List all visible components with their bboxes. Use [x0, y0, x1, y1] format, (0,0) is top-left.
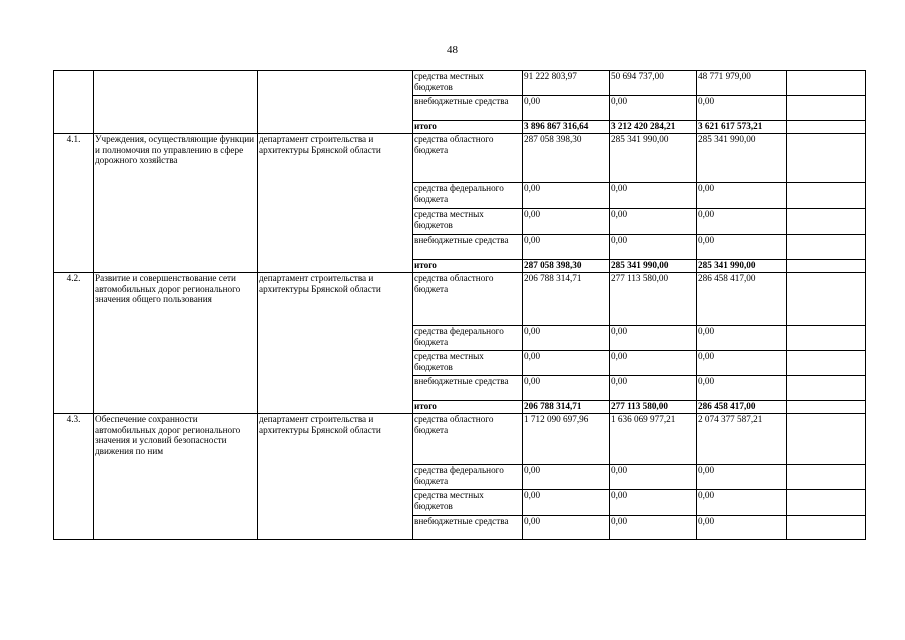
table-row — [54, 71, 866, 96]
amount-cell: 2 074 377 587,21 — [697, 414, 787, 465]
amount-cell: 285 341 990,00 — [697, 134, 787, 183]
total-amount: 3 621 617 573,21 — [697, 121, 787, 134]
total-amount: 287 058 398,30 — [523, 260, 610, 273]
amount-cell: 0,00 — [697, 465, 787, 490]
amount-cell: 0,00 — [610, 516, 697, 540]
amount-cell: 0,00 — [523, 209, 610, 235]
amount-cell: 0,00 — [523, 465, 610, 490]
item-number: 4.3. — [54, 414, 94, 540]
source-cell: внебюджетные средства — [413, 516, 523, 540]
empty-cell — [787, 209, 866, 235]
empty-cell — [787, 235, 866, 260]
total-label: итого — [413, 260, 523, 273]
amount-cell: 48 771 979,00 — [697, 71, 787, 96]
empty-cell — [787, 490, 866, 516]
source-cell: внебюджетные средства — [413, 235, 523, 260]
item-name: Развитие и совершенствование сети автомобильных дорог регионального значения общего пользования — [94, 273, 258, 414]
empty-cell — [787, 351, 866, 376]
source-cell: внебюджетные средства — [413, 376, 523, 401]
empty-cell — [787, 96, 866, 121]
source-cell: внебюджетные средства — [413, 96, 523, 121]
amount-cell: 91 222 803,97 — [523, 71, 610, 96]
amount-cell: 0,00 — [610, 235, 697, 260]
amount-cell: 277 113 580,00 — [610, 273, 697, 326]
amount-cell: 0,00 — [697, 516, 787, 540]
amount-cell: 1 712 090 697,96 — [523, 414, 610, 465]
empty-cell — [787, 273, 866, 326]
total-amount: 286 458 417,00 — [697, 401, 787, 414]
source-cell: средства областного бюджета — [413, 134, 523, 183]
source-cell: средства местных бюджетов — [413, 490, 523, 516]
source-cell: средства федерального бюджета — [413, 326, 523, 351]
total-label: итого — [413, 121, 523, 134]
item-executor: департамент строительства и архитектуры Брянской области — [258, 414, 413, 540]
empty-cell — [787, 376, 866, 401]
amount-cell: 0,00 — [697, 326, 787, 351]
item-name: Учреждения, осуществляющие функции и полномочия по управлению в сфере дорожного хозяйства — [94, 134, 258, 273]
total-amount: 285 341 990,00 — [697, 260, 787, 273]
empty-cell — [787, 260, 866, 273]
empty-cell — [787, 516, 866, 540]
amount-cell: 0,00 — [610, 326, 697, 351]
amount-cell: 0,00 — [523, 326, 610, 351]
source-cell: средства местных бюджетов — [413, 71, 523, 96]
source-cell: средства местных бюджетов — [413, 209, 523, 235]
amount-cell: 0,00 — [697, 183, 787, 209]
source-cell: средства местных бюджетов — [413, 351, 523, 376]
source-cell: средства областного бюджета — [413, 273, 523, 326]
budget-table — [53, 70, 866, 540]
name-cell — [94, 71, 258, 134]
empty-cell — [787, 121, 866, 134]
amount-cell: 0,00 — [610, 209, 697, 235]
total-amount: 3 212 420 284,21 — [610, 121, 697, 134]
table-row — [54, 414, 866, 465]
empty-cell — [787, 414, 866, 465]
amount-cell: 0,00 — [523, 516, 610, 540]
empty-cell — [787, 134, 866, 183]
amount-cell: 0,00 — [610, 351, 697, 376]
amount-cell: 0,00 — [610, 465, 697, 490]
source-cell: средства федерального бюджета — [413, 183, 523, 209]
source-cell: средства областного бюджета — [413, 414, 523, 465]
amount-cell: 285 341 990,00 — [610, 134, 697, 183]
item-name: Обеспечение сохранности автомобильных дорог регионального значения и условий безопасности движения по ним — [94, 414, 258, 540]
amount-cell: 0,00 — [523, 490, 610, 516]
item-number: 4.2. — [54, 273, 94, 414]
table-row — [54, 134, 866, 183]
amount-cell: 0,00 — [697, 351, 787, 376]
amount-cell: 0,00 — [610, 96, 697, 121]
amount-cell: 1 636 069 977,21 — [610, 414, 697, 465]
amount-cell: 0,00 — [610, 183, 697, 209]
amount-cell: 0,00 — [697, 209, 787, 235]
amount-cell: 0,00 — [523, 351, 610, 376]
amount-cell: 0,00 — [523, 376, 610, 401]
amount-cell: 206 788 314,71 — [523, 273, 610, 326]
amount-cell: 50 694 737,00 — [610, 71, 697, 96]
empty-cell — [787, 401, 866, 414]
amount-cell: 0,00 — [610, 376, 697, 401]
table-row — [54, 273, 866, 326]
amount-cell: 287 058 398,30 — [523, 134, 610, 183]
total-amount: 285 341 990,00 — [610, 260, 697, 273]
page-number: 48 — [447, 44, 458, 56]
empty-cell — [787, 71, 866, 96]
total-amount: 277 113 580,00 — [610, 401, 697, 414]
amount-cell: 0,00 — [697, 235, 787, 260]
amount-cell: 0,00 — [523, 96, 610, 121]
empty-cell — [787, 183, 866, 209]
amount-cell: 0,00 — [523, 235, 610, 260]
empty-cell — [787, 326, 866, 351]
item-executor: департамент строительства и архитектуры Брянской области — [258, 273, 413, 414]
amount-cell: 0,00 — [697, 96, 787, 121]
item-executor: департамент строительства и архитектуры Брянской области — [258, 134, 413, 273]
item-number: 4.1. — [54, 134, 94, 273]
amount-cell: 286 458 417,00 — [697, 273, 787, 326]
source-cell: средства федерального бюджета — [413, 465, 523, 490]
total-label: итого — [413, 401, 523, 414]
total-amount: 206 788 314,71 — [523, 401, 610, 414]
amount-cell: 0,00 — [697, 490, 787, 516]
number-cell — [54, 71, 94, 134]
amount-cell: 0,00 — [697, 376, 787, 401]
total-amount: 3 896 867 316,64 — [523, 121, 610, 134]
executor-cell — [258, 71, 413, 134]
amount-cell: 0,00 — [523, 183, 610, 209]
amount-cell: 0,00 — [610, 490, 697, 516]
empty-cell — [787, 465, 866, 490]
